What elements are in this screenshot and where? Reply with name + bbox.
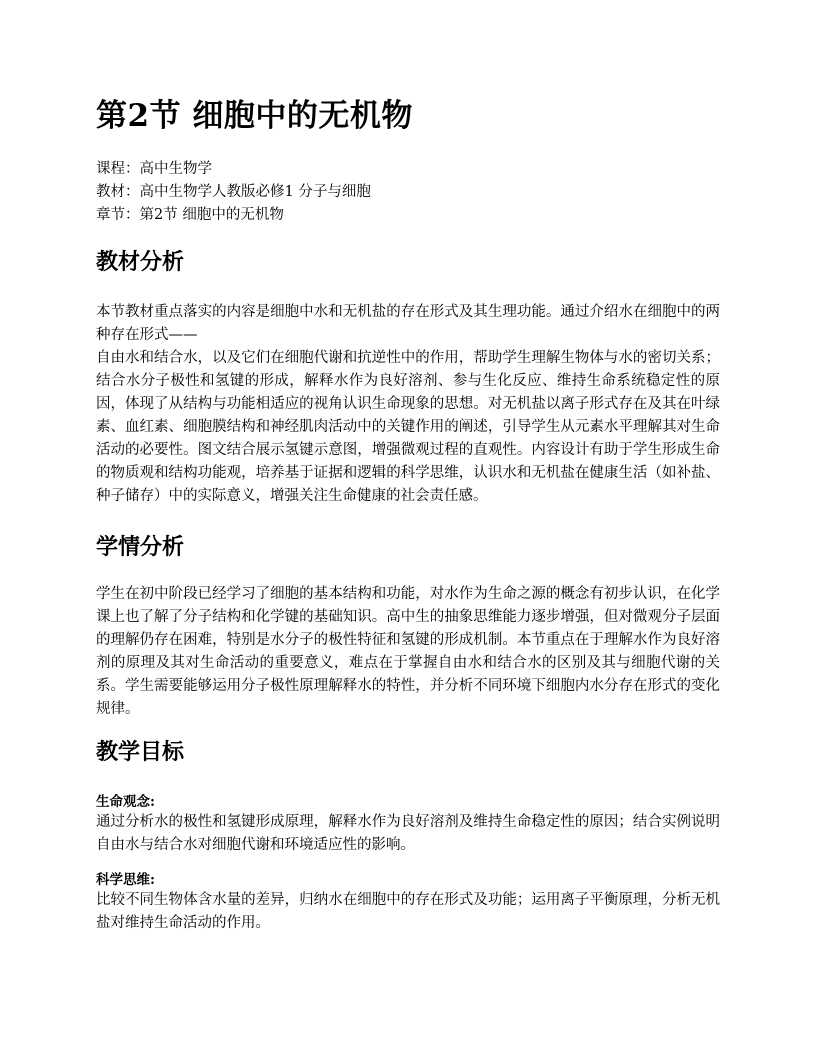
textbook-analysis-body	[96, 301, 720, 508]
goal-scientific-thinking-label: 科学思维:	[96, 872, 155, 888]
goal-life-concept-label: 生命观念:	[96, 794, 155, 810]
meta-course: 课程：高中生物学	[96, 161, 212, 177]
goal-scientific-thinking-body: 比较不同生物体含水量的差异，归纳水在细胞中的存在形式及功能；运用离子平衡原理，分析无机盐对维持生命活动的作用。	[96, 892, 720, 931]
document-meta	[96, 158, 371, 227]
student-analysis-body: 学生在初中阶段已经学习了细胞的基本结构和功能，对水作为生命之源的概念有初步认识，在化学课上也了解了分子结构和化学键的基础知识。高中生的抽象思维能力逐步增强，但对微观分子层面的理解仍存在困难，特别是水分子的极性特征和氢键的形成机制。本节重点在于理解水作为良好溶剂的原理及其对生命活动的重要意义，难点在于掌握自由水和结合水的区别及其与细胞代谢的关系。学生需要能够运用分子极性原理解释水的特性，并分析不同环境下细胞内水分存在形式的变化规律。	[96, 586, 720, 717]
meta-textbook: 教材：高中生物学人教版必修1 分子与细胞	[96, 184, 371, 200]
meta-chapter: 章节：第2节 细胞中的无机物	[96, 207, 284, 223]
textbook-analysis-body-part-2: 自由水和结合水，以及它们在细胞代谢和抗逆性中的作用，帮助学生理解生物体与水的密切关系；结合水分子极性和氢键的形成，解释水作为良好溶剂、参与生化反应、维持生命系统稳定性的原因，体现了从结构与功能相适应的视角认识生命现象的思想。对无机盐以离子形式存在及其在叶绿素、血红素、细胞膜结构和神经肌肉活动中的关键作用的阐述，引导学生从元素水平理解其对生命活动的必要性。图文结合展示氢键示意图，增强微观过程的直观性。内容设计有助于学生形成生命的物质观和结构功能观，培养基于证据和逻辑的科学思维，认识水和无机盐在健康生活（如补盐、种子储存）中的实际意义，增强关注生命健康的社会责任感。	[96, 350, 720, 504]
goal-life-concept-body: 通过分析水的极性和氢键形成原理，解释水作为良好溶剂及维持生命稳定性的原因；结合实例说明自由水与结合水对细胞代谢和环境适应性的影响。	[96, 814, 720, 853]
textbook-analysis-body-part-1: 本节教材重点落实的内容是细胞中水和无机盐的存在形式及其生理功能。通过介绍水在细胞中的两种存在形式——	[96, 304, 720, 343]
heading-student-analysis: 学情分析	[96, 534, 185, 560]
page-title: 第2节 细胞中的无机物	[96, 98, 413, 134]
heading-teaching-goals: 教学目标	[96, 739, 185, 765]
heading-textbook-analysis: 教材分析	[96, 249, 185, 275]
